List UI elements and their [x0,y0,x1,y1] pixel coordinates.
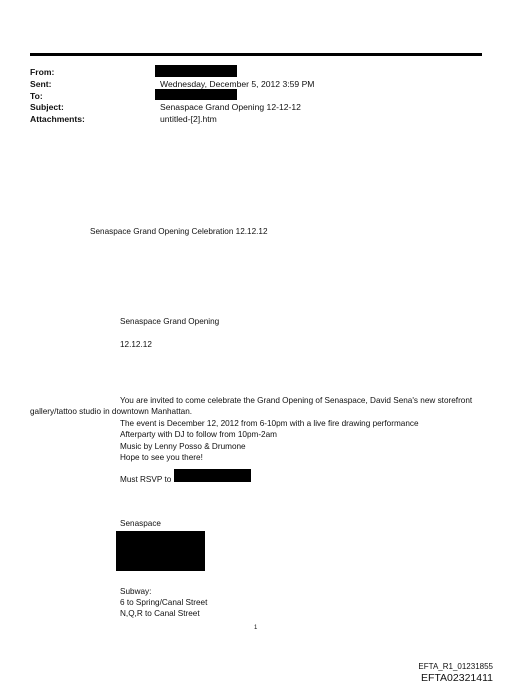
closing-line: Hope to see you there! [120,453,203,462]
from-redaction [155,65,237,77]
sent-value: Wednesday, December 5, 2012 3:59 PM [160,79,315,89]
rsvp-label: Must RSVP to [120,475,172,484]
signature: Senaspace [120,519,161,528]
music-line: Music by Lenny Posso & Drumone [120,442,246,451]
banner-text: Senaspace Grand Opening Celebration 12.12.12 [90,227,268,236]
subject-label: Subject: [30,102,64,112]
attachments-value: untitled-[2].htm [160,114,217,124]
event-line: The event is December 12, 2012 from 6-10pm with a live fire drawing performance [120,419,419,428]
to-redaction [155,89,237,100]
invite-line-1: You are invited to come celebrate the Grand Opening of Senaspace, David Sena's new storefront [120,396,473,405]
event-date: 12.12.12 [120,340,152,349]
address-redaction [116,531,205,571]
from-label: From: [30,67,55,77]
page-number: 1 [254,625,258,631]
invite-line-2: gallery/tattoo studio in downtown Manhattan. [30,407,193,416]
subject-value: Senaspace Grand Opening 12-12-12 [160,102,301,112]
to-label: To: [30,91,43,101]
header-rule [30,53,482,56]
event-title: Senaspace Grand Opening [120,317,220,326]
sent-label: Sent: [30,79,52,89]
attachments-label: Attachments: [30,114,85,124]
subway-label: Subway: [120,587,152,596]
subway-line-2: N,Q,R to Canal Street [120,609,200,618]
bates-number-large: EFTA02321411 [421,672,493,684]
afterparty-line: Afterparty with DJ to follow from 10pm-2am [120,430,277,439]
rsvp-redaction [174,469,251,482]
bates-number-small: EFTA_R1_01231855 [418,662,493,671]
subway-line-1: 6 to Spring/Canal Street [120,598,208,607]
